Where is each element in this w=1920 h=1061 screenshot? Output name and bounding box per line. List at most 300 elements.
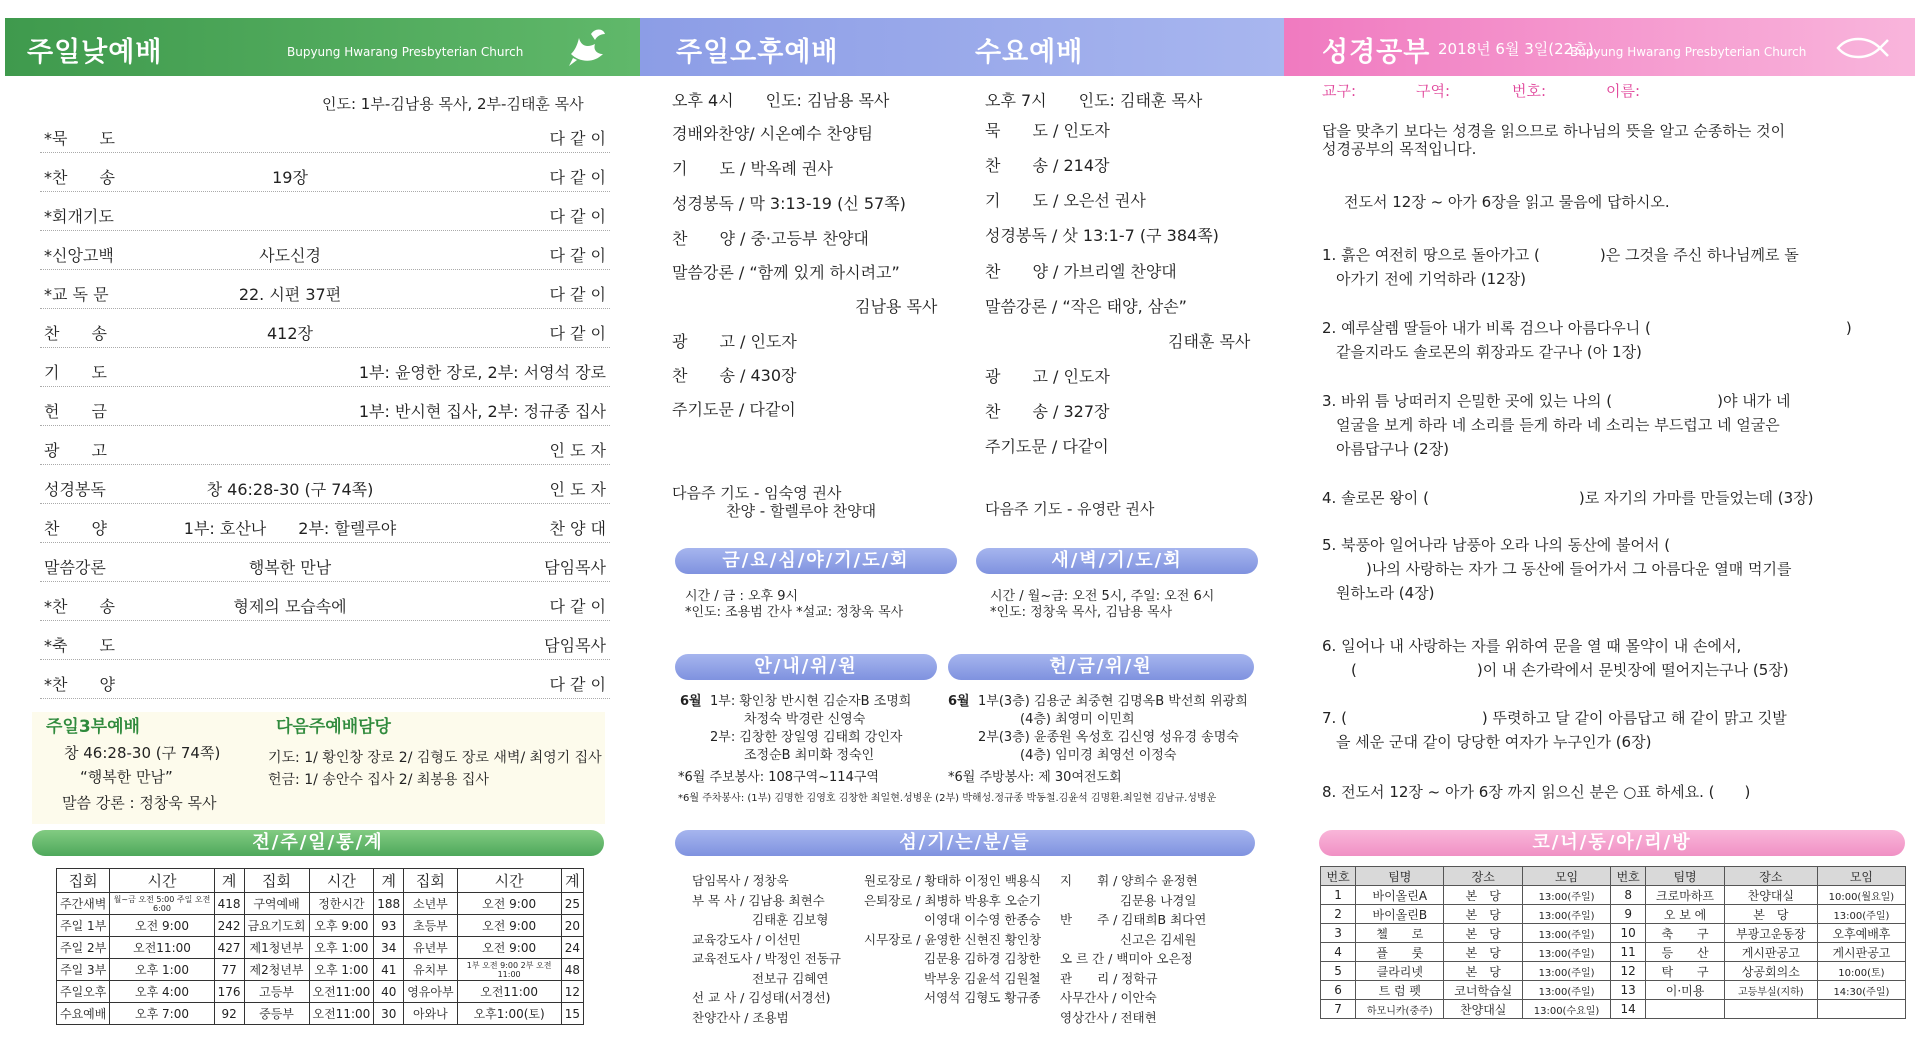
corner-header: 번호 <box>1611 867 1646 886</box>
afternoon-line: 기 도 / 박옥례 권사 <box>672 159 833 178</box>
stats-cell: 24 <box>561 937 583 959</box>
servant-line: 시무장로 / 윤영한 신현진 황인창 <box>864 931 1042 947</box>
sunday-header <box>5 18 640 76</box>
corner-cell: 오후예배후 <box>1817 924 1905 943</box>
servant-line: 사무간사 / 이안숙 <box>1060 990 1157 1005</box>
sunday-service-panel <box>0 0 640 1061</box>
stats-cell: 오후 1:00 <box>110 959 214 981</box>
parking-volunteers: *6월 주차봉사: (1부) 김명한 김영호 김창한 최일현.성병운 (2부) 박해성.정규종 박동철.김윤석 김명환.최일현 김남규.성병운 <box>678 793 1217 804</box>
stats-cell: 40 <box>374 981 404 1003</box>
corner-cell: 상공회의소 <box>1724 962 1817 981</box>
corner-cell: 이·미용 <box>1646 981 1725 1000</box>
service-row <box>40 545 610 582</box>
servant-line: 전보규 김혜연 <box>752 970 829 986</box>
service-content: 22. 시편 37편 <box>238 285 342 304</box>
service-item: 헌 금 <box>44 402 107 421</box>
servant-line: 박부웅 김윤석 김원철 <box>924 970 1041 986</box>
servant-line: 반 주 / 김태희B 최다연 <box>1060 912 1207 927</box>
afternoon-line: 찬 송 / 430장 <box>672 366 797 385</box>
corner-cell: 4 <box>1321 943 1356 962</box>
stats-row <box>57 981 584 1003</box>
stats-header: 집회 <box>404 869 457 893</box>
question-line: 8. 전도서 12장 ~ 아가 6장 까지 읽으신 분은 ○표 하세요. ( ) <box>1322 783 1751 801</box>
offering-committee-title: 헌/금/위/원 <box>948 654 1254 680</box>
stats-cell: 중등부 <box>244 1003 309 1025</box>
corner-header: 장소 <box>1724 867 1817 886</box>
service-item: 말씀강론 <box>44 558 106 577</box>
stats-row <box>57 937 584 959</box>
service-row <box>40 233 610 270</box>
stats-row <box>57 959 584 981</box>
corner-cell: 본 당 <box>1444 924 1523 943</box>
service-item: *교 독 문 <box>44 285 109 304</box>
afternoon-wednesday-panel <box>640 0 1284 1061</box>
corner-cell: 13 <box>1611 981 1646 1000</box>
service-leaders: 인도: 1부-김남용 목사, 2부-김태훈 목사 <box>322 95 584 113</box>
corner-cell <box>1724 1000 1817 1019</box>
wednesday-line: 찬 송 / 214장 <box>985 156 1110 175</box>
stats-cell: 주일오후 <box>57 981 110 1003</box>
corner-cell: 10 <box>1611 924 1646 943</box>
stats-header: 시간 <box>309 869 374 893</box>
stats-cell: 수요예배 <box>57 1003 110 1025</box>
service-row <box>40 155 610 192</box>
stats-row <box>57 1003 584 1025</box>
service-content: 412장 <box>267 324 313 343</box>
usher-line-1: 1부: 황인창 반시현 김순자B 조명희 <box>710 694 912 709</box>
corner-cell: 2 <box>1321 905 1356 924</box>
wednesday-line: 찬 송 / 327장 <box>985 402 1110 421</box>
corner-header: 팀명 <box>1356 867 1444 886</box>
corner-cell: 8 <box>1611 886 1646 905</box>
wednesday-line: 찬 양 / 가브리엘 찬양대 <box>985 262 1177 281</box>
stats-header: 계 <box>214 869 244 893</box>
question <box>1322 243 1882 291</box>
question <box>1322 533 1882 605</box>
afternoon-title: 주일오후예배 <box>676 37 839 68</box>
service-row <box>40 584 610 621</box>
corner-row <box>1321 943 1906 962</box>
service-item: 찬 송 <box>44 324 107 343</box>
bible-study-header <box>1284 18 1915 76</box>
fish-icon <box>1834 34 1890 62</box>
stats-cell: 소년부 <box>404 893 457 915</box>
offering-line-3: 2부(3층) 윤종원 옥성호 김신영 성유경 송명숙 <box>978 730 1239 745</box>
service-row <box>40 194 610 231</box>
service-by: 1부: 반시현 집사, 2부: 정규종 집사 <box>358 402 606 421</box>
corner-cell: 찬양대실 <box>1724 886 1817 905</box>
stats-cell: 188 <box>374 893 404 915</box>
service-item: 광 고 <box>44 441 107 460</box>
service-row <box>40 428 610 465</box>
third-service-sermon-title: “행복한 만남” <box>80 768 173 786</box>
stats-row <box>57 915 584 937</box>
stats-cell: 20 <box>561 915 583 937</box>
question-line: 2. 예루살렘 딸들아 내가 비록 검으나 아름다우니 ( ) <box>1322 319 1852 337</box>
corner-cell: 첼 로 <box>1356 924 1444 943</box>
stats-cell: 주일 1부 <box>57 915 110 937</box>
service-content: 1부: 호산나 2부: 할렐루야 <box>183 519 397 538</box>
servant-line: 원로장로 / 황태하 이정인 백용식 <box>864 873 1042 888</box>
wednesday-line: 오후 7시 인도: 김태훈 목사 <box>985 91 1203 110</box>
kitchen-volunteers: *6월 주방봉사: 제 30여전도회 <box>948 770 1122 785</box>
service-item: *찬 양 <box>44 675 115 694</box>
stats-cell: 오후 7:00 <box>110 1003 214 1025</box>
stats-cell: 정한시간 <box>309 893 374 915</box>
stats-cell: 제1청년부 <box>244 937 309 959</box>
afternoon-next-prayer: 다음주 기도 - 임숙영 권사 <box>672 484 842 502</box>
service-row <box>40 116 610 153</box>
wednesday-line: 묵 도 / 인도자 <box>985 121 1110 140</box>
servant-line: 서영석 김형도 황규종 <box>924 990 1041 1005</box>
servant-line: 김문용 김하경 김창한 <box>924 951 1041 966</box>
stats-cell: 242 <box>214 915 244 937</box>
service-content: 창 46:28-30 (구 74쪽) <box>206 480 374 499</box>
stats-cell: 주일 3부 <box>57 959 110 981</box>
service-by: 다 같 이 <box>549 246 606 265</box>
question-line: 아가기 전에 기억하라 (12장) <box>1336 270 1526 288</box>
stats-cell: 427 <box>214 937 244 959</box>
servant-line: 찬양간사 / 조용범 <box>692 1009 789 1025</box>
question-line: 3. 바위 틈 낭떠러지 은밀한 곳에 있는 나의 ( )야 내가 네 <box>1322 392 1791 410</box>
stats-cell: 주간새벽 <box>57 893 110 915</box>
question-line: ( )이 내 손가락에서 문빗장에 떨어지는구나 (5장) <box>1336 661 1789 679</box>
question-line: )나의 사랑하는 자가 그 동산에 들어가서 그 아름다운 열매 먹기를 <box>1336 560 1792 578</box>
corner-cell: 바이올린A <box>1356 886 1444 905</box>
corner-header: 번호 <box>1321 867 1356 886</box>
corner-cell: 등 산 <box>1646 943 1725 962</box>
afternoon-next-choir: 찬양 - 할렐루야 찬양대 <box>726 502 877 520</box>
corner-cell: 플 룻 <box>1356 943 1444 962</box>
corner-cell: 바이올린B <box>1356 905 1444 924</box>
form-name: 이름: <box>1606 82 1641 100</box>
afternoon-line: 말씀강론 / “함께 있게 하시려고” <box>672 263 900 282</box>
stats-cell: 구역예배 <box>244 893 309 915</box>
service-item: *회개기도 <box>44 207 114 226</box>
service-by: 다 같 이 <box>549 207 606 226</box>
servant-line: 교육강도사 / 이선민 <box>692 931 801 947</box>
corner-cell: 10:00(월요일) <box>1817 886 1905 905</box>
servant-line: 은퇴장로 / 최병하 박용후 오순기 <box>864 892 1042 908</box>
offering-month: 6월 <box>948 694 970 709</box>
afternoon-line: 성경봉독 / 막 3:13-19 (신 57쪽) <box>672 194 906 213</box>
corner-cell: 5 <box>1321 962 1356 981</box>
stats-cell: 48 <box>561 959 583 981</box>
question-line: 7. ( ) 뚜렷하고 달 같이 아름답고 해 같이 맑고 깃발 <box>1322 709 1787 727</box>
service-by: 다 같 이 <box>549 285 606 304</box>
stats-cell: 오전 9:00 <box>110 915 214 937</box>
service-by: 다 같 이 <box>549 168 606 187</box>
corner-row <box>1321 981 1906 1000</box>
corner-header: 모임 <box>1523 867 1611 886</box>
service-by: 찬 양 대 <box>549 519 606 538</box>
corner-cell: 6 <box>1321 981 1356 1000</box>
bulletin-volunteers: *6월 주보봉사: 108구역~114구역 <box>678 770 879 785</box>
corner-cell <box>1817 1000 1905 1019</box>
dove-icon <box>565 24 609 70</box>
form-district: 교구: <box>1322 82 1357 100</box>
corner-cell: 3 <box>1321 924 1356 943</box>
corner-cell: 10:00(토) <box>1817 962 1905 981</box>
stats-cell: 176 <box>214 981 244 1003</box>
afternoon-line: 김남용 목사 <box>855 297 938 316</box>
bulletin-date: 2018년 6월 3일(22호) <box>1438 40 1594 58</box>
stats-cell: 월~금 오전 5:00 주일 오전 6:00 <box>110 893 214 915</box>
bible-study-panel <box>1284 0 1920 1061</box>
corner-cell: 13:00(수요일) <box>1523 1000 1611 1019</box>
corner-cell: 1 <box>1321 886 1356 905</box>
stats-cell: 오후 9:00 <box>309 915 374 937</box>
stats-cell: 주일 2부 <box>57 937 110 959</box>
corner-club-title: 코/너/동/아/리/방 <box>1319 830 1905 856</box>
stats-cell: 유년부 <box>404 937 457 959</box>
service-content: 19장 <box>272 168 308 187</box>
third-service-scripture: 창 46:28-30 (구 74쪽) <box>64 744 221 762</box>
dawn-prayer-leaders: *인도: 정창욱 목사, 김남용 목사 <box>990 605 1173 620</box>
service-row <box>40 623 610 660</box>
stats-cell: 오전 9:00 <box>457 893 561 915</box>
servants-title: 섬/기/는/분/들 <box>675 830 1255 856</box>
question-line: 얼굴을 보게 하라 네 소리를 듣게 하라 네 소리는 부드럽고 네 얼굴은 <box>1336 416 1780 434</box>
servant-line: 교육전도사 / 박정인 전동규 <box>692 951 841 966</box>
stats-cell: 1부 오전 9:00 2부 오전 11:00 <box>457 959 561 981</box>
church-name: Bupyung Hwarang Presbyterian Church <box>287 45 524 59</box>
question-line: 원하노라 (4장) <box>1336 584 1435 602</box>
stats-header: 시간 <box>110 869 214 893</box>
question <box>1322 706 1882 754</box>
stats-header: 계 <box>561 869 583 893</box>
question-line: 6. 일어나 내 사랑하는 자를 위하여 문을 열 때 몰약이 내 손에서, <box>1322 637 1742 655</box>
servant-line: 이영대 이수영 한종승 <box>924 912 1041 927</box>
stats-cell: 77 <box>214 959 244 981</box>
corner-cell: 12 <box>1611 962 1646 981</box>
sunday-title: 주일낮예배 <box>27 37 163 68</box>
corner-cell: 14:30(주일) <box>1817 981 1905 1000</box>
corner-cell: 13:00(주일) <box>1523 905 1611 924</box>
dawn-prayer-title: 새/벽/기/도/회 <box>976 548 1258 574</box>
service-item: *찬 송 <box>44 597 115 616</box>
corner-cell: 13:00(주일) <box>1523 886 1611 905</box>
service-row <box>40 506 610 543</box>
corner-cell: 본 당 <box>1444 886 1523 905</box>
friday-prayer-time: 시간 / 금 : 오후 9시 <box>685 589 799 604</box>
corner-cell: 탁 구 <box>1646 962 1725 981</box>
church-name-2: Bupyung Hwarang Presbyterian Church <box>1570 45 1807 59</box>
corner-cell: 14 <box>1611 1000 1646 1019</box>
offering-line-2: (4층) 최영미 이민희 <box>1020 712 1135 727</box>
wednesday-line: 주기도문 / 다같이 <box>985 437 1109 456</box>
stats-cell: 오후 4:00 <box>110 981 214 1003</box>
service-row <box>40 311 610 348</box>
stats-cell: 오후1:00(토) <box>457 1003 561 1025</box>
corner-row <box>1321 905 1906 924</box>
corner-row <box>1321 886 1906 905</box>
stats-cell: 오전11:00 <box>309 1003 374 1025</box>
stats-row <box>57 893 584 915</box>
stats-cell: 오후 1:00 <box>309 959 374 981</box>
corner-cell: 13:00(주일) <box>1523 943 1611 962</box>
stats-header: 시간 <box>457 869 561 893</box>
usher-committee-title: 안/내/위/원 <box>675 654 937 680</box>
next-week-prayer: 기도: 1/ 황인창 장로 2/ 김형도 장로 새벽/ 최영기 집사 <box>268 750 602 766</box>
question-line: 4. 솔로몬 왕이 ( )로 자기의 가마를 만들었는데 (3장) <box>1322 489 1814 507</box>
service-row <box>40 662 610 699</box>
stats-cell: 12 <box>561 981 583 1003</box>
service-row <box>40 272 610 309</box>
corner-cell: 본 당 <box>1444 962 1523 981</box>
study-intro-1: 답을 맞추기 보다는 성경을 읽으므로 하나님의 뜻을 알고 순종하는 것이 <box>1322 122 1786 140</box>
service-row <box>40 467 610 504</box>
servant-line: 지 휘 / 양희수 윤정현 <box>1060 873 1198 888</box>
afternoon-line: 오후 4시 인도: 김남용 목사 <box>672 91 890 110</box>
stats-header: 계 <box>374 869 404 893</box>
corner-cell: 오 보 에 <box>1646 905 1725 924</box>
service-row <box>40 389 610 426</box>
service-item: 성경봉독 <box>44 480 106 499</box>
corner-cell: 13:00(주일) <box>1523 981 1611 1000</box>
corner-cell: 하모니카(중주) <box>1356 1000 1444 1019</box>
offering-line-4: (4층) 임미경 최영선 이정숙 <box>1020 748 1177 763</box>
question <box>1322 316 1882 364</box>
next-week-title: 다음주예배담당 <box>276 717 391 737</box>
study-instruction: 전도서 12장 ~ 아가 6장을 읽고 물음에 답하시오. <box>1344 193 1670 211</box>
servant-line: 담임목사 / 정창욱 <box>692 873 789 888</box>
usher-line-4: 조정순B 최미화 정숙인 <box>744 748 875 763</box>
question <box>1322 389 1882 461</box>
stats-header: 집회 <box>57 869 110 893</box>
usher-month: 6월 <box>680 694 702 709</box>
wednesday-title: 수요예배 <box>975 37 1084 68</box>
corner-cell: 부광고운동장 <box>1724 924 1817 943</box>
corner-cell: 13:00(주일) <box>1817 905 1905 924</box>
corner-cell: 게시판공고 <box>1817 943 1905 962</box>
wednesday-next-prayer: 다음주 기도 - 유영란 권사 <box>985 500 1155 518</box>
third-service-preacher: 말씀 강론 : 정창욱 목사 <box>62 794 217 812</box>
stats-cell: 오후 1:00 <box>309 937 374 959</box>
stats-header: 집회 <box>244 869 309 893</box>
corner-cell: 게시판공고 <box>1724 943 1817 962</box>
service-by: 다 같 이 <box>549 129 606 148</box>
afternoon-line: 찬 양 / 중·고등부 찬양대 <box>672 229 869 248</box>
stats-cell: 25 <box>561 893 583 915</box>
service-by: 담임목사 <box>544 558 606 577</box>
servant-line: 관 리 / 정학규 <box>1060 970 1158 986</box>
wednesday-line: 말씀강론 / “작은 태양, 삼손” <box>985 297 1187 316</box>
service-content: 형제의 모습속에 <box>233 597 347 616</box>
afternoon-line: 광 고 / 인도자 <box>672 332 797 351</box>
stats-cell: 영유아부 <box>404 981 457 1003</box>
usher-line-3: 2부: 김창한 장일영 김태희 강인자 <box>710 730 903 745</box>
stats-cell: 초등부 <box>404 915 457 937</box>
corner-club-table <box>1320 866 1906 1019</box>
question <box>1322 634 1882 682</box>
stats-cell: 오전11:00 <box>110 937 214 959</box>
afternoon-line: 주기도문 / 다같이 <box>672 400 796 419</box>
corner-header: 모임 <box>1817 867 1905 886</box>
stats-cell: 오전 9:00 <box>457 937 561 959</box>
stats-title: 전/주/일/통/계 <box>32 830 604 856</box>
question-line: 아름답구나 (2장) <box>1336 440 1449 458</box>
dawn-prayer-time: 시간 / 월~금: 오전 5시, 주일: 오전 6시 <box>990 589 1215 604</box>
stats-cell: 오전11:00 <box>457 981 561 1003</box>
stats-cell: 제2청년부 <box>244 959 309 981</box>
wednesday-line: 김태훈 목사 <box>1168 332 1251 351</box>
question-line: 을 세운 군대 같이 당당한 여자가 누구인가 (6장) <box>1336 733 1652 751</box>
stats-cell: 34 <box>374 937 404 959</box>
corner-cell: 축 구 <box>1646 924 1725 943</box>
corner-cell: 본 당 <box>1444 943 1523 962</box>
servant-line: 선 교 사 / 김성태(서경선) <box>692 990 831 1005</box>
next-week-offering: 헌금: 1/ 송안수 집사 2/ 최봉용 집사 <box>268 772 489 788</box>
service-item: *묵 도 <box>44 129 115 148</box>
question-line: 같을지라도 솔로몬의 휘장과도 같구나 (아 1장) <box>1336 343 1642 361</box>
stats-cell: 41 <box>374 959 404 981</box>
service-item: *찬 송 <box>44 168 115 187</box>
corner-cell: 본 당 <box>1724 905 1817 924</box>
stats-cell: 아와나 <box>404 1003 457 1025</box>
servant-line: 김문용 나경일 <box>1120 892 1197 908</box>
offering-line-1: 1부(3층) 김용군 최중현 김명옥B 박선희 위광희 <box>978 694 1248 709</box>
question-line: 1. 흙은 여전히 땅으로 돌아가고 ( )은 그것을 주신 하나님께로 돌 <box>1322 246 1799 264</box>
service-by: 인 도 자 <box>549 441 606 460</box>
service-by: 다 같 이 <box>549 597 606 616</box>
corner-header: 팀명 <box>1646 867 1725 886</box>
study-intro-2: 성경공부의 목적입니다. <box>1322 140 1477 158</box>
stats-cell: 오전 9:00 <box>457 915 561 937</box>
service-item: 찬 양 <box>44 519 107 538</box>
stats-cell: 92 <box>214 1003 244 1025</box>
stats-cell: 418 <box>214 893 244 915</box>
afternoon-line: 경배와찬양/ 시온예수 찬양팀 <box>672 124 874 143</box>
corner-cell: 크로마하프 <box>1646 886 1725 905</box>
bible-study-title: 성경공부 <box>1322 37 1431 68</box>
afternoon-header <box>640 18 1284 76</box>
corner-row <box>1321 1000 1906 1019</box>
service-by: 인 도 자 <box>549 480 606 499</box>
stats-cell: 30 <box>374 1003 404 1025</box>
stats-cell: 오전11:00 <box>309 981 374 1003</box>
stats-cell: 15 <box>561 1003 583 1025</box>
service-by: 1부: 윤영한 장로, 2부: 서영석 장로 <box>358 363 606 382</box>
corner-cell: 본 당 <box>1444 905 1523 924</box>
corner-cell: 13:00(주일) <box>1523 962 1611 981</box>
corner-cell: 코너학습실 <box>1444 981 1523 1000</box>
service-by: 다 같 이 <box>549 675 606 694</box>
wednesday-line: 광 고 / 인도자 <box>985 367 1110 386</box>
corner-cell: 트 럼 펫 <box>1356 981 1444 1000</box>
wednesday-line: 성경봉독 / 삿 13:1-7 (구 384쪽) <box>985 226 1219 245</box>
question <box>1322 486 1882 510</box>
corner-row <box>1321 962 1906 981</box>
service-by: 담임목사 <box>544 636 606 655</box>
corner-header: 장소 <box>1444 867 1523 886</box>
corner-cell: 9 <box>1611 905 1646 924</box>
corner-cell: 찬양대실 <box>1444 1000 1523 1019</box>
friday-prayer-title: 금/요/심/야/기/도/회 <box>675 548 957 574</box>
service-row <box>40 350 610 387</box>
corner-row <box>1321 924 1906 943</box>
servant-line: 영상간사 / 전태현 <box>1060 1009 1157 1025</box>
corner-cell <box>1646 1000 1725 1019</box>
servant-line: 신고은 김세원 <box>1120 931 1197 947</box>
service-by: 다 같 이 <box>549 324 606 343</box>
corner-cell: 고등부실(지하) <box>1724 981 1817 1000</box>
form-zone: 구역: <box>1416 82 1451 100</box>
usher-line-2: 차정숙 박경란 신영숙 <box>744 712 866 727</box>
service-content: 행복한 만남 <box>248 558 332 577</box>
form-number: 번호: <box>1512 82 1547 100</box>
corner-cell: 7 <box>1321 1000 1356 1019</box>
